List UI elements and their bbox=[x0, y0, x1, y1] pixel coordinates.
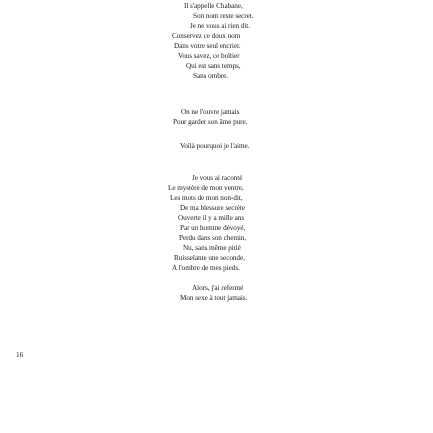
poem-line: Pour garder son âme pure. bbox=[173, 118, 248, 126]
poem-stanza-2 bbox=[0, 107, 433, 127]
poem-line: Alors, j'ai refermé bbox=[192, 284, 244, 292]
poem-line: Conservez ce doux nom bbox=[172, 32, 241, 40]
poem-line: De ma blessure secrète bbox=[180, 204, 245, 212]
poem-line: Il s'appelle Chabane, bbox=[184, 2, 243, 10]
poem-stanza-4 bbox=[0, 173, 433, 273]
poem-line: Mon sexe à tout jamais. bbox=[180, 294, 248, 302]
poem-stanza-3 bbox=[0, 141, 433, 151]
poem-line: Voilà pourquoi je l'aime. bbox=[180, 142, 250, 150]
poem-stanza-5 bbox=[0, 283, 433, 303]
poem-line: Qui est sans temps, bbox=[186, 62, 241, 70]
poem-line: Vous savez, ce boîtier bbox=[178, 52, 240, 60]
poem-line: Dans votre seul encrier. bbox=[174, 42, 241, 50]
poem-line: Nu, sans même pitié bbox=[183, 244, 241, 252]
poem-line: Par un homme dévoyé, bbox=[180, 224, 246, 232]
poem-line: Les mots de mon non-dit, bbox=[170, 194, 243, 202]
poem-line: Je vous ai raconté bbox=[192, 174, 243, 182]
poem-stanza-1 bbox=[0, 1, 433, 81]
poem-line: Je ne vous ai rien dit. bbox=[190, 22, 250, 30]
poem-line: Sans ombre. bbox=[193, 72, 228, 80]
poem-line: Ouverte il y a mille ans bbox=[178, 214, 245, 222]
poem-line: A l'ombre de mes pieds. bbox=[172, 264, 240, 272]
poem-line: Le mystère de mon ventre, bbox=[168, 184, 244, 192]
poem-line: On ne l'ouvre jamais bbox=[181, 108, 240, 116]
page-number: 16 bbox=[16, 351, 24, 359]
poem-line: Ruisselante une seconde, bbox=[174, 254, 245, 262]
poem-line: Son nom reste secret. bbox=[193, 12, 254, 20]
poem-line: Perdu dans son chemin, bbox=[179, 234, 247, 242]
